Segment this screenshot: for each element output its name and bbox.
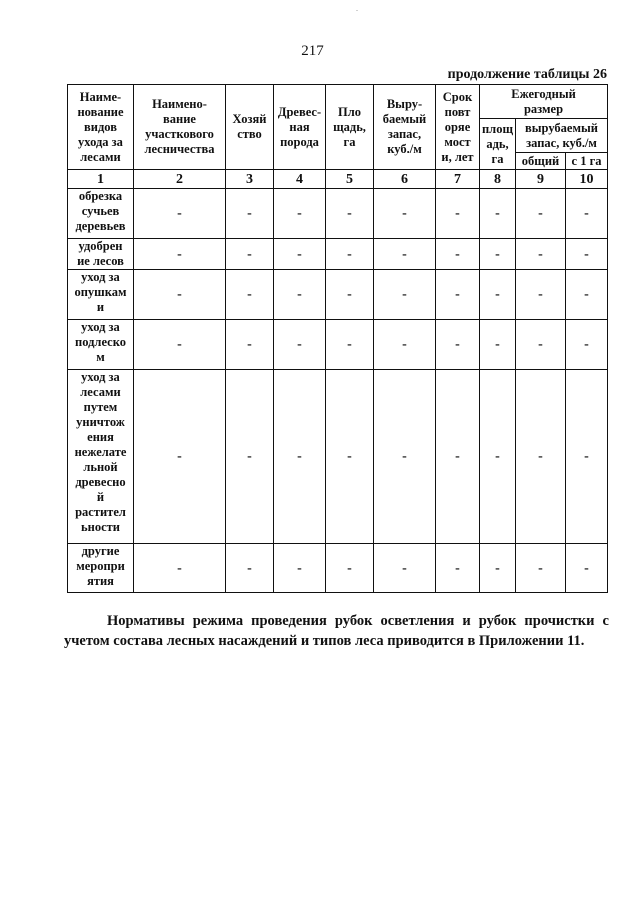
empty-value-dash: - (566, 189, 608, 239)
empty-value-dash: - (566, 544, 608, 593)
empty-value-dash: - (480, 320, 516, 370)
header-farm: Хозяй ство (226, 85, 274, 170)
column-number: 1 (68, 170, 134, 189)
empty-value-dash: - (274, 189, 326, 239)
empty-value-dash: - (226, 189, 274, 239)
header-repeat-period: Срок повт оряе мост и, лет (436, 85, 480, 170)
empty-value-dash: - (436, 544, 480, 593)
empty-value-dash: - (516, 189, 566, 239)
empty-value-dash: - (374, 239, 436, 270)
empty-value-dash: - (134, 320, 226, 370)
empty-value-dash: - (274, 270, 326, 320)
table-row (68, 370, 608, 544)
table-row (68, 320, 608, 370)
empty-value-dash: - (516, 239, 566, 270)
scan-mark: . (356, 4, 358, 13)
empty-value-dash: - (480, 189, 516, 239)
column-number: 7 (436, 170, 480, 189)
column-number: 9 (516, 170, 566, 189)
empty-value-dash: - (480, 370, 516, 544)
table-row (68, 544, 608, 593)
empty-value-dash: - (516, 320, 566, 370)
empty-value-dash: - (516, 270, 566, 320)
empty-value-dash: - (226, 320, 274, 370)
header-per-ha: с 1 га (566, 153, 608, 170)
header-tree-species: Древес- ная порода (274, 85, 326, 170)
empty-value-dash: - (326, 239, 374, 270)
column-number-row (68, 170, 608, 189)
column-number: 10 (566, 170, 608, 189)
page-number: 217 (301, 43, 324, 59)
empty-value-dash: - (374, 370, 436, 544)
column-number: 5 (326, 170, 374, 189)
empty-value-dash: - (436, 189, 480, 239)
column-number: 2 (134, 170, 226, 189)
empty-value-dash: - (274, 239, 326, 270)
empty-value-dash: - (480, 544, 516, 593)
empty-value-dash: - (436, 320, 480, 370)
empty-value-dash: - (436, 270, 480, 320)
header-total: общий (516, 153, 566, 170)
empty-value-dash: - (226, 370, 274, 544)
column-number: 3 (226, 170, 274, 189)
header-annual-area: площ адь, га (480, 119, 516, 170)
empty-value-dash: - (566, 370, 608, 544)
empty-value-dash: - (134, 370, 226, 544)
header-forestry: Наимено- вание участкового лесничества (134, 85, 226, 170)
empty-value-dash: - (326, 189, 374, 239)
care-type-name: уход за подлеско м (68, 320, 134, 370)
empty-value-dash: - (274, 544, 326, 593)
empty-value-dash: - (374, 189, 436, 239)
empty-value-dash: - (326, 270, 374, 320)
empty-value-dash: - (134, 544, 226, 593)
header-annual-size: Ежегодный размер (480, 85, 608, 119)
empty-value-dash: - (226, 544, 274, 593)
header-annual-stock: вырубаемый запас, куб./м (516, 119, 608, 153)
empty-value-dash: - (134, 270, 226, 320)
care-type-name: уход за лесами путем уничтож ения нежелате льной древесно й растител ьности (68, 370, 134, 544)
empty-value-dash: - (374, 270, 436, 320)
column-number: 6 (374, 170, 436, 189)
empty-value-dash: - (436, 239, 480, 270)
empty-value-dash: - (374, 320, 436, 370)
empty-value-dash: - (480, 239, 516, 270)
empty-value-dash: - (134, 239, 226, 270)
empty-value-dash: - (326, 370, 374, 544)
care-type-name: другие меропри ятия (68, 544, 134, 593)
empty-value-dash: - (516, 370, 566, 544)
empty-value-dash: - (436, 370, 480, 544)
table-row (68, 189, 608, 239)
empty-value-dash: - (226, 270, 274, 320)
empty-value-dash: - (134, 189, 226, 239)
body-paragraph: Нормативы режима проведения рубок осветления и рубок прочистки с учетом состава лесных насаждений и типов леса приводится в Приложении 11. (64, 613, 609, 649)
empty-value-dash: - (274, 370, 326, 544)
care-type-name: обрезка сучьев деревьев (68, 189, 134, 239)
empty-value-dash: - (326, 320, 374, 370)
header-area: Пло щадь, га (326, 85, 374, 170)
empty-value-dash: - (226, 239, 274, 270)
empty-value-dash: - (326, 544, 374, 593)
empty-value-dash: - (516, 544, 566, 593)
empty-value-dash: - (566, 239, 608, 270)
header-cut-stock: Выру- баемый запас, куб./м (374, 85, 436, 170)
care-type-name: уход за опушкам и (68, 270, 134, 320)
care-types-table (67, 84, 608, 593)
empty-value-dash: - (566, 320, 608, 370)
header-care-type: Наиме- нование видов ухода за лесами (68, 85, 134, 170)
empty-value-dash: - (480, 270, 516, 320)
column-number: 8 (480, 170, 516, 189)
empty-value-dash: - (274, 320, 326, 370)
table-continuation-label: продолжение таблицы 26 (447, 67, 607, 82)
care-type-name: удобрен ие лесов (68, 239, 134, 270)
empty-value-dash: - (566, 270, 608, 320)
column-number: 4 (274, 170, 326, 189)
table-row (68, 270, 608, 320)
empty-value-dash: - (374, 544, 436, 593)
table-row (68, 239, 608, 270)
